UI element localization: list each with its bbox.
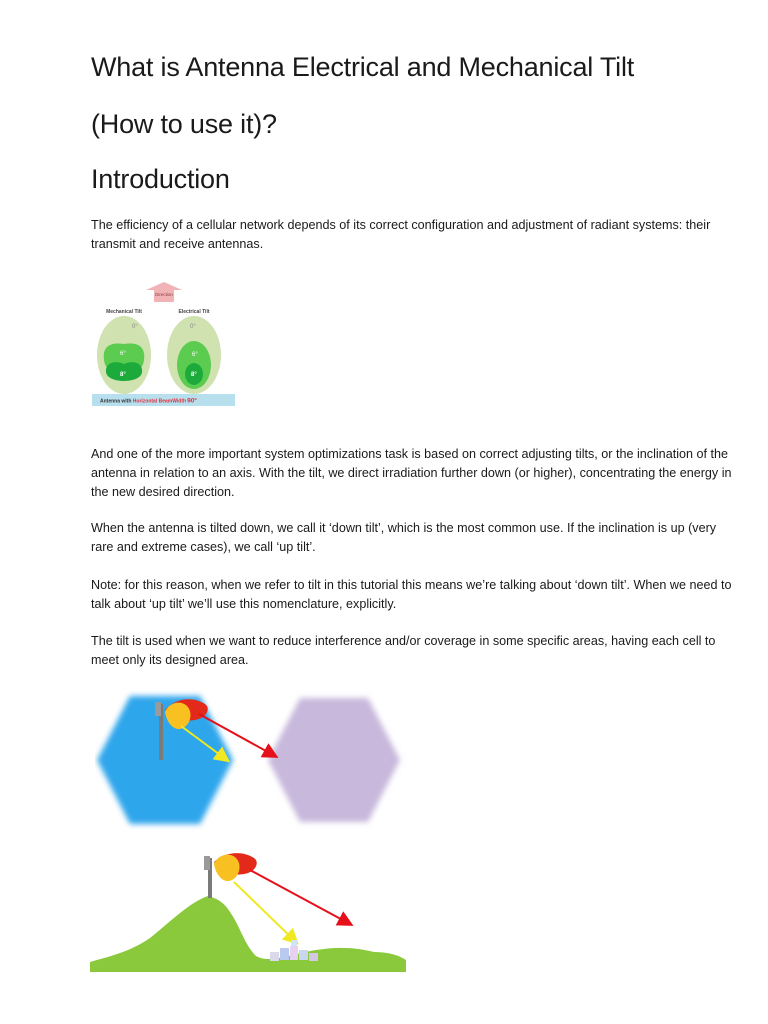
page-title-line2: (How to use it)? xyxy=(91,109,277,139)
paragraph-optimization: And one of the more important system optimizations task is based on correct adjusting tilts, or the inclination of the antenna in relation to an axis. With the tilt, we direct irradiation further down (or higher), concentrating the energy in the new desired direction. xyxy=(91,447,732,499)
serving-cell-hexagon xyxy=(97,696,233,824)
diagram-caption: Antenna with Horizontal BeamWidth90° xyxy=(100,397,197,405)
electrical-angle-6: 6° xyxy=(192,352,198,358)
mechanical-angle-0: 0° xyxy=(132,324,138,330)
electrical-tilt-pattern xyxy=(167,316,221,394)
terrain-hill xyxy=(90,896,406,972)
radiation-lobe-inner xyxy=(214,855,239,881)
paragraph-note: Note: for this reason, when we refer to tilt in this tutorial this means we’re talking about ‘down tilt’. When we need to talk about ‘up tilt’ we’ll use this nomenclature, explicitly. xyxy=(91,578,732,611)
antenna-panel xyxy=(204,856,210,870)
antenna-panel xyxy=(155,702,161,716)
tilted-coverage-arrow xyxy=(234,882,296,942)
mechanical-tilt-pattern xyxy=(97,316,151,394)
mechanical-angle-8: 8° xyxy=(120,372,126,378)
paragraph-down-tilt: When the antenna is tilted down, we call it ‘down tilt’, which is the most common use. If the inclination is up (very rare and extreme cases), we call ‘up tilt’. xyxy=(91,521,717,554)
buildings xyxy=(270,940,318,961)
section-heading-introduction: Introduction xyxy=(91,164,230,194)
interference-arrow xyxy=(250,870,350,924)
mechanical-angle-6: 6° xyxy=(120,351,126,357)
paragraph-purpose: The tilt is used when we want to reduce interference and/or coverage in some specific areas, having each cell to meet only its designed area. xyxy=(91,634,716,667)
page-title-line1: What is Antenna Electrical and Mechanical Tilt xyxy=(91,52,635,82)
direction-arrow-label: Direction xyxy=(155,292,173,297)
electrical-angle-0: 0° xyxy=(190,324,196,330)
neighbor-cell-hexagon xyxy=(268,698,400,822)
hexagon-coverage-figure xyxy=(95,690,410,830)
tilt-comparison-diagram xyxy=(90,280,238,410)
mechanical-tilt-label: Mechanical Tilt xyxy=(106,309,142,315)
paragraph-intro: The efficiency of a cellular network depends of its correct configuration and adjustment of radiant systems: their transmit and receive antennas. xyxy=(91,218,711,251)
electrical-angle-8: 8° xyxy=(191,372,197,378)
electrical-tilt-label: Electrical Tilt xyxy=(178,309,210,315)
terrain-coverage-figure xyxy=(90,852,410,976)
